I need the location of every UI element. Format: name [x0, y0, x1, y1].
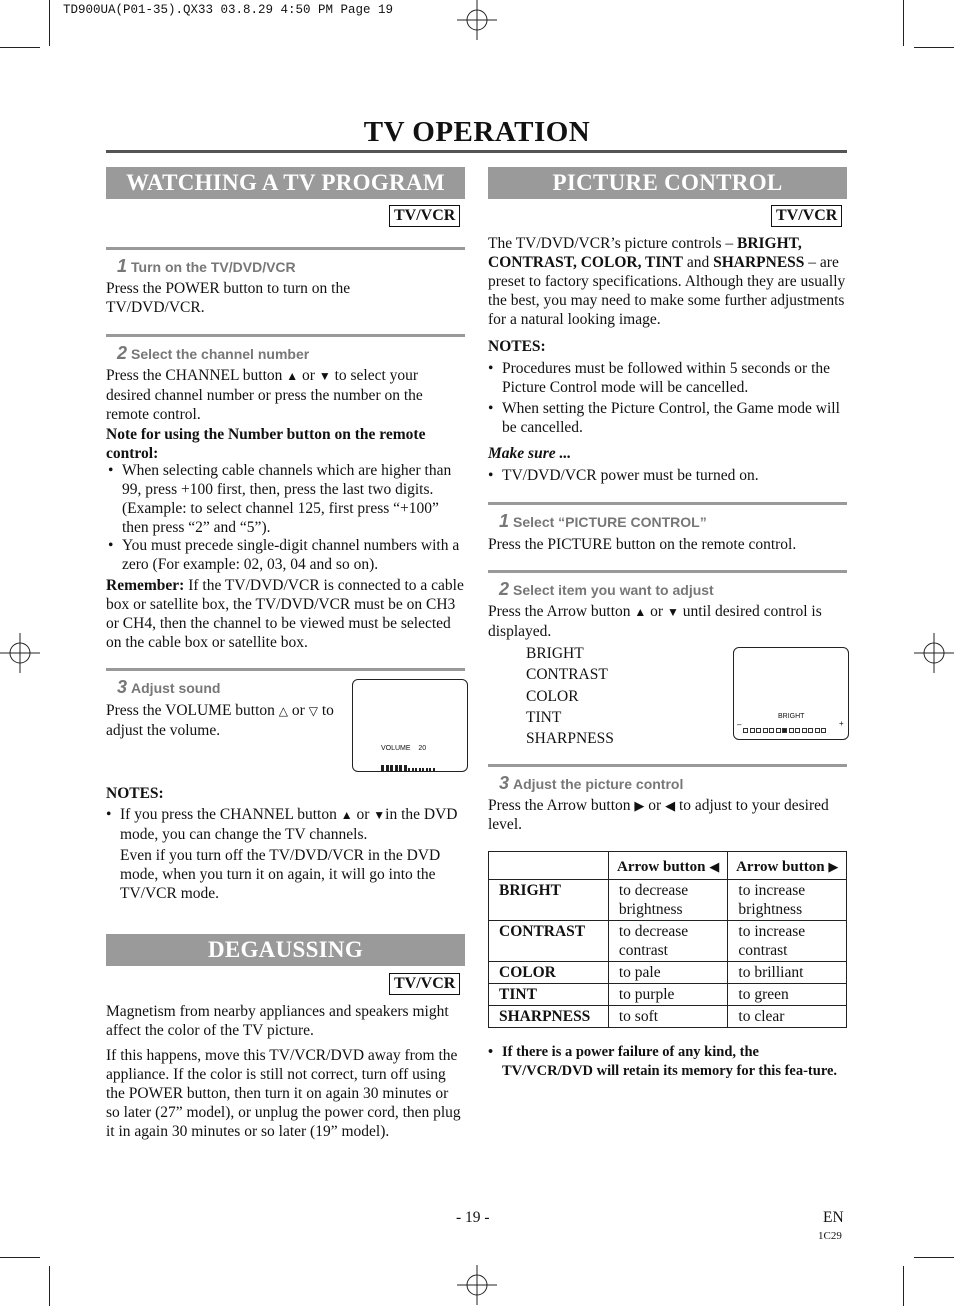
- table-row: [489, 984, 847, 1006]
- step-number: 1: [117, 256, 128, 276]
- down-arrow-icon: ▼: [318, 369, 331, 383]
- row-right-cell: to green: [728, 984, 847, 1006]
- step-title: Adjust the picture control: [513, 776, 684, 792]
- row-label: TINT: [489, 984, 609, 1006]
- volume-segment: [433, 768, 435, 772]
- crop-mark: [914, 1257, 954, 1258]
- picture-level-segment: [750, 728, 755, 733]
- picture-level-segment: [795, 728, 800, 733]
- left-arrow-icon: ◀: [709, 859, 720, 874]
- volume-segment: [412, 768, 414, 772]
- degaussing-paragraph: If this happens, move this TV/VCR/DVD away from the appliance. If the color is still not correct, turn off using the POWER button, then turn it on again 30 minutes or so later (27” model), or unplug the power cord, then plug it in again 30 minutes or so later (19” model).: [106, 1047, 461, 1140]
- notes-heading: NOTES:: [106, 785, 164, 802]
- body-text-bold: BRIGHT, CONTRAST, COLOR, TINT: [488, 235, 802, 271]
- step-heading: [499, 511, 707, 532]
- row-label: COLOR: [489, 962, 609, 984]
- picture-level-segment: [782, 728, 787, 733]
- body-text: Press the Arrow button: [488, 797, 631, 814]
- row-left-cell: to decrease brightness: [608, 880, 728, 921]
- remember-label: Remember:: [106, 577, 185, 594]
- body-text: The TV/DVD/VCR’s picture controls –: [488, 235, 734, 252]
- body-text: Press the CHANNEL button: [106, 367, 283, 384]
- volume-osd-screen: [352, 679, 468, 772]
- body-text: – are preset to factory specifications. Although they are usually the best, you may need to make some further adjustments for a natural looking image.: [488, 254, 846, 328]
- picture-level-segment: [756, 728, 761, 733]
- body-text: If you press the CHANNEL button: [120, 806, 337, 823]
- picture-level-segment: [789, 728, 794, 733]
- osd-label: BRIGHT: [778, 713, 805, 720]
- volume-segment: [408, 768, 410, 772]
- body-text: or: [356, 806, 370, 823]
- body-text: until desired control is displayed.: [488, 603, 822, 640]
- picture-level-segment: [763, 728, 768, 733]
- note-bullet: • You must precede single-digit channel numbers with a zero (For example: 02, 03, 04 and so on).: [108, 536, 466, 574]
- step-body: [488, 796, 848, 834]
- crop-mark: [903, 1266, 904, 1306]
- picture-level-segment: [769, 728, 774, 733]
- power-failure-note: • If there is a power failure of any kind, the TV/VCR/DVD will retain its memory for this fea-ture.: [488, 1043, 852, 1081]
- body-text: to adjust the volume.: [106, 702, 334, 739]
- note-bullet: • When selecting cable channels which are higher than 99, press +100 first, then, press the last two digits. (Example: to select channel 125, first press “+100” then press “2” and “5”).: [108, 461, 466, 537]
- page-title: TV OPERATION: [363, 116, 591, 148]
- row-right-cell: to brilliant: [728, 962, 847, 984]
- down-arrow-icon: ▼: [666, 605, 679, 619]
- step-body: Press the POWER button to turn on the TV/DVD/VCR.: [106, 280, 351, 316]
- body-text: in the DVD mode, you can change the TV channels.: [120, 806, 458, 843]
- left-arrow-icon: ◀: [665, 798, 676, 813]
- crop-mark: [49, 1266, 50, 1306]
- step-divider: [106, 668, 465, 671]
- step-title: Select the channel number: [131, 346, 310, 362]
- step-title: Select item you want to adjust: [513, 582, 714, 598]
- step-number: 1: [499, 511, 510, 531]
- body-text: to adjust to your desired level.: [488, 797, 829, 833]
- body-text-bold: SHARPNESS: [713, 254, 805, 271]
- remember-text: If the TV/DVD/VCR is connected to a cable box or satellite box, the TV/DVD/VCR must be on CH3 or CH4, then the channel to be viewed must be selected on the cable box or satellite box.: [106, 577, 464, 651]
- title-rule: [106, 150, 847, 153]
- make-sure-heading: Make sure ...: [488, 445, 572, 462]
- osd-label-text: VOLUME: [381, 745, 411, 752]
- right-arrow-icon: ▶: [634, 798, 645, 813]
- registration-mark-icon: [914, 633, 954, 673]
- crop-mark: [0, 47, 40, 48]
- volume-segment: [381, 765, 384, 772]
- step-divider: [488, 570, 847, 573]
- row-label: CONTRAST: [489, 921, 609, 962]
- registration-mark-icon: [457, 0, 497, 40]
- notes-heading: NOTES:: [488, 338, 546, 355]
- control-list-item: CONTRAST: [526, 666, 608, 684]
- row-left-cell: to decrease contrast: [608, 921, 728, 962]
- osd-plus: +: [839, 719, 844, 728]
- row-right-cell: to clear: [728, 1006, 847, 1028]
- row-left-cell: to pale: [608, 962, 728, 984]
- table-row: [489, 1006, 847, 1028]
- notes-bullet: [106, 805, 466, 844]
- row-left-cell: to soft: [608, 1006, 728, 1028]
- up-arrow-outline-icon: △: [278, 704, 289, 718]
- control-list-item: COLOR: [526, 687, 579, 705]
- down-arrow-outline-icon: ▽: [308, 704, 318, 718]
- registration-mark-icon: [457, 1265, 497, 1305]
- picture-level-segment: [802, 728, 807, 733]
- picture-osd-screen: [733, 647, 849, 740]
- doc-code: 1C29: [818, 1230, 842, 1242]
- degaussing-paragraph: Magnetism from nearby appliances and speakers might affect the color of the TV picture.: [106, 1003, 449, 1039]
- table-header-empty: [489, 852, 609, 880]
- row-label: BRIGHT: [489, 880, 609, 921]
- body-text: Press the VOLUME button: [106, 702, 275, 719]
- step-divider: [488, 764, 847, 767]
- step-divider: [106, 247, 465, 250]
- step-body: [488, 602, 848, 641]
- body-text: or: [650, 603, 664, 620]
- volume-segment: [426, 768, 428, 772]
- control-list-item: TINT: [526, 708, 562, 726]
- header-text: Arrow button: [617, 859, 706, 875]
- row-right-cell: to increase contrast: [728, 921, 847, 962]
- volume-segment: [390, 765, 393, 772]
- crop-mark: [914, 47, 954, 48]
- crop-mark: [903, 0, 904, 46]
- body-text: and: [686, 254, 710, 271]
- degaussing-banner: DEGAUSSING: [106, 934, 465, 966]
- picture-control-banner: PICTURE CONTROL: [488, 167, 847, 199]
- picture-level-segment: [808, 728, 813, 733]
- step-number: 3: [117, 677, 128, 697]
- body-text: or: [302, 367, 315, 384]
- picture-level-segment: [815, 728, 820, 733]
- up-arrow-icon: ▲: [340, 808, 353, 822]
- volume-segment: [386, 765, 389, 772]
- print-header: TD900UA(P01-35).QX33 03.8.29 4:50 PM Page 19: [63, 3, 394, 17]
- body-text: to select your desired channel number or press the number on the remote control.: [106, 367, 423, 423]
- picture-level-segment: [743, 728, 748, 733]
- picture-level-segment: [776, 728, 781, 733]
- step-body: [106, 366, 466, 424]
- page-number: - 19 -: [456, 1209, 490, 1226]
- picture-level-bar: [743, 721, 828, 739]
- row-right-cell: to increase brightness: [728, 880, 847, 921]
- step-number: 3: [499, 773, 510, 793]
- volume-segment: [404, 765, 407, 772]
- step-heading: [499, 773, 683, 794]
- language-code: EN: [823, 1209, 844, 1226]
- notes-bullet: • Procedures must be followed within 5 seconds or the Picture Control mode will be cancelled.: [488, 359, 848, 397]
- table-header-left: [608, 852, 728, 880]
- row-label: SHARPNESS: [489, 1006, 609, 1028]
- remember-note: [106, 576, 466, 652]
- step-body: [106, 701, 351, 740]
- control-list-item: SHARPNESS: [526, 730, 614, 748]
- crop-mark: [0, 1257, 40, 1258]
- notes-bullet: • When setting the Picture Control, the Game mode will be cancelled.: [488, 399, 848, 437]
- step-body: Press the PICTURE button on the remote control.: [488, 536, 797, 553]
- volume-level-bar: [381, 754, 436, 772]
- watching-banner: WATCHING A TV PROGRAM: [106, 167, 465, 199]
- volume-segment: [415, 768, 417, 772]
- volume-segment: [422, 768, 424, 772]
- body-text: or: [648, 797, 662, 814]
- notes-continuation: Even if you turn off the TV/DVD/VCR in the DVD mode, when you turn it on again, it will go into the TV/VCR mode.: [120, 847, 441, 902]
- volume-segment: [419, 768, 421, 772]
- step-number: 2: [499, 579, 510, 599]
- right-arrow-icon: ▶: [828, 859, 839, 874]
- step-title: Adjust sound: [131, 680, 221, 696]
- osd-minus: –: [737, 720, 742, 729]
- step-title: Turn on the TV/DVD/VCR: [131, 259, 296, 275]
- step-divider: [106, 334, 465, 337]
- osd-label: [381, 745, 426, 752]
- control-list-item: BRIGHT: [526, 645, 584, 662]
- mode-badge: TV/VCR: [771, 205, 842, 227]
- row-left-cell: to purple: [608, 984, 728, 1006]
- table-row: [489, 921, 847, 962]
- step-divider: [488, 502, 847, 505]
- table-header-row: [489, 852, 847, 880]
- step-number: 2: [117, 343, 128, 363]
- step-heading: [117, 256, 296, 277]
- osd-value: 20: [418, 745, 427, 752]
- step-heading: [499, 579, 714, 600]
- step-title: Select “PICTURE CONTROL”: [513, 514, 707, 530]
- step-heading: [117, 677, 220, 698]
- control-list: [526, 643, 706, 749]
- mode-badge: TV/VCR: [389, 205, 460, 227]
- up-arrow-icon: ▲: [634, 605, 647, 619]
- note-heading: Note for using the Number button on the remote control:: [106, 426, 426, 462]
- table-header-right: [728, 852, 847, 880]
- header-text: Arrow button: [736, 859, 825, 875]
- down-arrow-icon: ▼: [373, 808, 386, 822]
- volume-segment: [395, 765, 398, 772]
- registration-mark-icon: [0, 633, 40, 673]
- body-text: Press the Arrow button: [488, 603, 631, 620]
- picture-level-segment: [821, 728, 826, 733]
- step-heading: [117, 343, 309, 364]
- volume-segment: [399, 765, 402, 772]
- up-arrow-icon: ▲: [286, 369, 299, 383]
- table-row: [489, 880, 847, 921]
- picture-control-table: [488, 851, 847, 1028]
- volume-segment: [429, 768, 431, 772]
- make-sure-item: • TV/DVD/VCR power must be turned on.: [488, 466, 848, 485]
- mode-badge: TV/VCR: [389, 973, 460, 995]
- body-text: or: [291, 702, 305, 719]
- crop-mark: [49, 0, 50, 46]
- table-row: [489, 962, 847, 984]
- intro-paragraph: [488, 234, 848, 329]
